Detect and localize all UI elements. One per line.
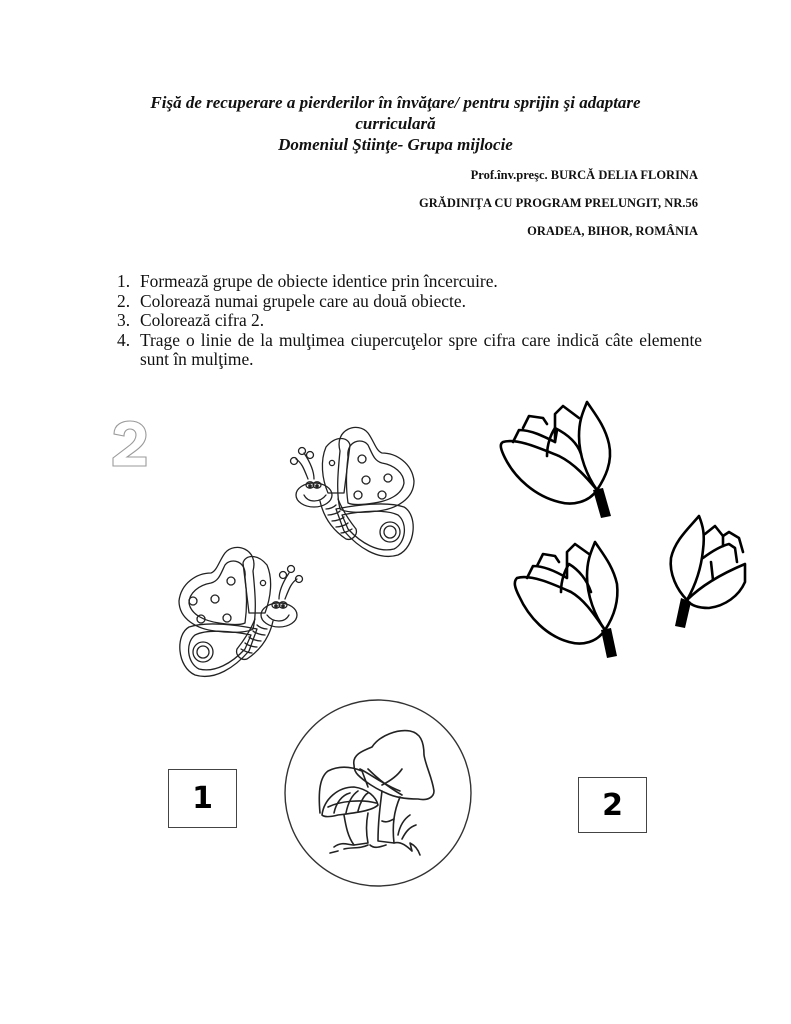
number-box-label: 1 xyxy=(192,781,213,816)
mushroom-set-circle[interactable] xyxy=(282,695,474,891)
number-box-two[interactable] xyxy=(578,777,647,833)
teacher-name: Prof.înv.preşc. BURCĂ DELIA FLORINA xyxy=(470,168,698,182)
title-line-2: curriculară xyxy=(355,114,436,133)
instruction-number: 1. xyxy=(117,271,131,291)
instruction-text: Trage o linie de la mulţimea ciupercuţelor spre cifra care indică câte elemente sunt în mulţime. xyxy=(140,329,702,369)
mushroom-icon xyxy=(319,731,434,855)
title-line-1: Fişă de recuperare a pierderilor în învăţare/ pentru sprijin şi adaptare xyxy=(150,93,641,112)
instruction-number: 4. xyxy=(117,329,131,350)
tulip-icon[interactable] xyxy=(513,538,623,660)
instruction-item xyxy=(117,311,702,331)
outline-digit-two[interactable] xyxy=(110,420,150,470)
number-box-one[interactable] xyxy=(168,769,237,828)
school-name: GRĂDINIŢA CU PROGRAM PRELUNGIT, NR.56 xyxy=(419,196,698,210)
number-box-label: 2 xyxy=(602,787,623,823)
title-line-3: Domeniul Ştiinţe- Grupa mijlocie xyxy=(278,135,513,154)
tulip-icon[interactable] xyxy=(495,398,615,520)
butterfly-icon[interactable] xyxy=(173,541,307,683)
instruction-text: Formează grupe de obiecte identice prin încercuire. xyxy=(140,271,498,291)
tulip-icon[interactable] xyxy=(665,512,747,630)
instructions-list xyxy=(117,272,702,370)
instruction-item xyxy=(117,272,702,292)
instruction-number: 3. xyxy=(117,310,131,330)
instruction-text: Colorează cifra 2. xyxy=(140,310,265,330)
instruction-text: Colorează numai grupele care au două obiecte. xyxy=(140,290,466,311)
worksheet-title xyxy=(0,92,791,155)
school-location: ORADEA, BIHOR, ROMÂNIA xyxy=(527,224,698,238)
instruction-item xyxy=(117,292,702,312)
instruction-number: 2. xyxy=(117,290,131,311)
instruction-item xyxy=(117,331,702,370)
